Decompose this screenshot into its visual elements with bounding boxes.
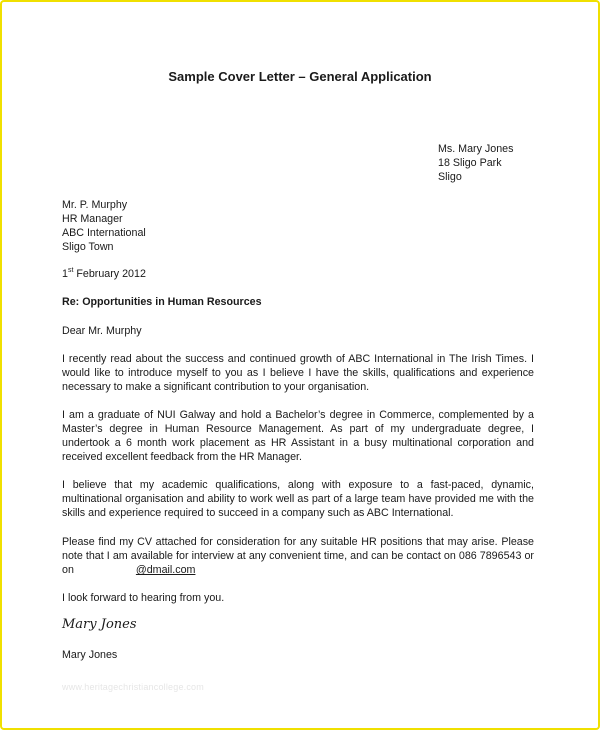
closing-line: I look forward to hearing from you. xyxy=(62,592,225,604)
paragraph-line: I am a graduate of NUI Galway and hold a Bachelor’s degree in Commerce, complemented by a xyxy=(62,409,534,421)
signature: Mary Jones xyxy=(62,617,137,632)
recipient-name: Mr. P. Murphy xyxy=(62,199,128,211)
paragraph-line: multinational organisation and ability to work well as part of a large team have provided me with the xyxy=(62,493,534,505)
date-rest: February 2012 xyxy=(73,268,146,280)
sender-town: Sligo xyxy=(438,171,462,183)
email-link[interactable]: @dmail.com xyxy=(135,564,196,576)
paragraph-education xyxy=(62,408,534,464)
paragraph-availability xyxy=(62,535,534,577)
contact-prefix: on xyxy=(62,564,74,576)
recipient-title: HR Manager xyxy=(62,213,123,225)
recipient-address xyxy=(62,198,146,254)
paragraph-line: necessary to make a significant contribution to your organisation. xyxy=(62,381,370,393)
paragraph-line: I believe that my academic qualifications, along with exposure to a fast-paced, dynamic, xyxy=(62,479,534,491)
salutation: Dear Mr. Murphy xyxy=(62,325,142,337)
sender-street: 18 Sligo Park xyxy=(438,157,502,169)
recipient-town: Sligo Town xyxy=(62,241,114,253)
watermark-text: www.heritagechristiancollege.com xyxy=(62,682,204,692)
letter-date xyxy=(62,267,146,281)
paragraph-line: received excellent feedback from the HR Manager. xyxy=(62,451,302,463)
letter-title: Sample Cover Letter – General Application xyxy=(168,69,432,84)
paragraph-line: I recently read about the success and continued growth of ABC International in The Irish Times. I xyxy=(62,353,534,365)
paragraph-line: Master’s degree in Human Resource Management. As part of my undergraduate degree, I xyxy=(62,423,534,435)
paragraph-line: skills and experience required to succeed in a company such as ABC International. xyxy=(62,507,454,519)
printed-name: Mary Jones xyxy=(62,649,118,661)
subject-line: Re: Opportunities in Human Resources xyxy=(62,296,262,308)
sender-name: Ms. Mary Jones xyxy=(438,143,514,155)
paragraph-line: undertook a 6 month work placement as HR Assistant in a busy multinational corporation and xyxy=(62,437,534,449)
recipient-company: ABC International xyxy=(62,227,146,239)
contact-line xyxy=(62,563,534,577)
sender-address xyxy=(438,142,513,184)
date-suffix: st xyxy=(67,267,74,274)
paragraph-line: Please find my CV attached for consideration for any suitable HR positions that may arise. Please xyxy=(62,536,534,548)
paragraph-intro xyxy=(62,352,534,394)
paragraph-line: would like to introduce myself to you as I believe I have the skills, qualifications and experience xyxy=(62,367,534,379)
paragraph-experience xyxy=(62,478,534,520)
paragraph-line: note that I am available for interview at any convenient time, and can be contact on 086 7896543 or xyxy=(62,550,534,562)
date-day: 1 xyxy=(62,268,68,280)
